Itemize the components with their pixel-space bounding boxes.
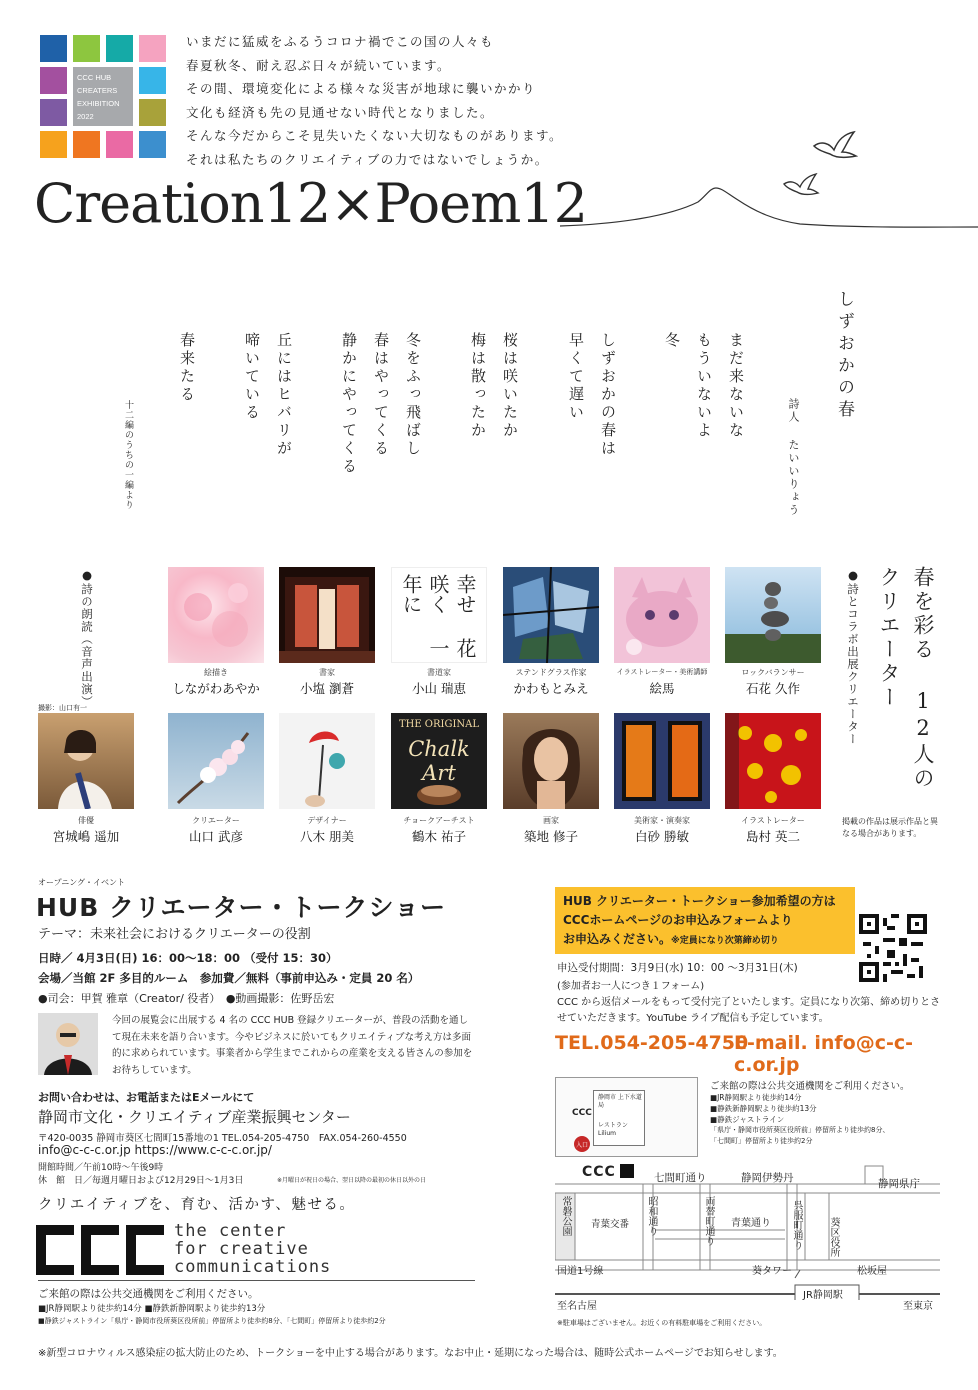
contact-closed-note: ※月曜日が祝日の場合、翌日以降の最初の休日以外の日 [277,1177,427,1184]
bird-icon [812,130,858,162]
logo-square [139,99,166,126]
poem-author: 詩人 たいいりょう [787,398,800,517]
event-staff: ●司会：甲賀 雅章（Creator/ 役者） ●動画撮影：佐野岳宏 [38,992,335,1005]
poem-line: 春はやってくる [372,332,390,458]
creator-name: 築地 修子 [524,829,578,844]
access-line: ■JR静岡駅より徒歩約14分 ■静鉄新静岡駅より徒歩約13分 [38,1304,266,1314]
creator-name: しながわあやか [172,681,260,696]
portrait-photo [38,713,134,809]
map-label: 常磐公園 [560,1196,571,1236]
divider [38,1280,475,1281]
logo-square [40,99,67,126]
artwork-thumbnail [168,567,264,663]
creator-name: 小塩 瀏蒼 [300,681,354,696]
logo-line: CREATERS [77,86,118,95]
mountain-line [560,180,978,230]
logo-line: 2022 [77,112,94,121]
artwork-thumbnail [279,567,375,663]
logo-square [139,131,166,158]
brand-name-line: the center [174,1221,287,1241]
logo-center-box [73,67,133,126]
creator-role: 絵描き [204,668,228,677]
creator-role: デザイナー [307,816,347,825]
creator-name: 山口 武彦 [189,829,243,844]
contact-closed: 休 館 日／毎週月曜日および12月29日〜1月3日 [38,1176,244,1186]
signup-tel[interactable]: TEL.054-205-4750 [555,1032,749,1054]
map-building-icon [620,1164,634,1178]
creator-role: 画家 [543,816,559,825]
creator-name: 鶴木 祐子 [412,829,466,844]
map-note-heading: ご来館の際は公共交通機関をご利用ください。 [710,1081,910,1092]
contact-hours: 開館時間／午前10時〜午後9時 [38,1163,164,1173]
intro-line: そんな今だからこそ見失いたくない大切なものがあります。 [186,128,564,143]
signup-note: ※定員になり次第締め切り [671,936,779,946]
map-label: 青葉通り [731,1218,771,1229]
creator-name: 島村 英二 [746,829,800,844]
access-heading: ご来館の際は公共交通機関をご利用ください。 [38,1288,259,1300]
poem-line: 春来たる [178,332,196,404]
poem-line: まだ来ないな [727,332,745,440]
artwork-thumbnail [279,713,375,809]
poem-note: 十二編のうちの一編より [123,400,133,510]
intro-line: その間、環境変化による様々な災害が地球に襲いかかり [186,81,537,96]
map-label: 至名古屋 [557,1301,597,1312]
creator-role: 美術家・演奏家 [634,816,690,825]
intro-line: いまだに猛威をふるうコロナ禍でこの国の人々も [186,34,495,49]
poem-title: しずおかの春 [834,290,854,422]
event-theme: テーマ：未来社会におけるクリエーターの役割 [38,927,311,942]
inset-ccc-label: CCC [572,1108,592,1118]
creator-name: 絵馬 [649,681,675,696]
creator-name: 白砂 勝敏 [635,829,689,844]
photo-credit: 撮影：山口有一 [38,704,87,712]
creator-role: 書家 [319,668,335,677]
map-label: 呉服町通り [791,1200,802,1250]
creator-role: クリエーター [192,816,240,825]
map-label: 両替町通り [703,1196,714,1246]
artwork-thumbnail [391,567,487,663]
inset-label: 静岡市 上下水道局 [598,1094,642,1109]
signup-line: お申込みください。 [563,932,672,946]
logo-square [73,131,100,158]
logo-square [106,35,133,62]
map-note: ■静鉄新静岡駅より徒歩約13分 [710,1104,817,1113]
ccc-logo [36,1225,166,1275]
map-label: 松坂屋 [857,1266,887,1277]
event-datetime: 日時／ 4月3日(日) 16：00〜18：00 （受付 15：30） [38,951,338,965]
map-note: ■静鉄ジャストライン [710,1115,785,1124]
host-photo [38,1013,98,1075]
map-label: 葵タワー [752,1266,792,1277]
logo-line: CCC HUB [77,73,112,82]
map-note: 「七間町」停留所より徒歩約2分 [710,1137,813,1145]
artwork-thumbnail [614,567,710,663]
signup-period-note: (参加者お一人につき１フォーム) [557,981,705,992]
poem-line: 冬をふっ飛ばし [404,332,422,458]
map-label: 国道1号線 [557,1266,604,1277]
artwork-thumbnail [725,567,821,663]
logo-square [73,35,100,62]
map-label: 青葉交番 [591,1219,630,1230]
disclaimer: 掲載の作品は展示作品と異なる場合があります。 [842,817,938,838]
map-label: JR静岡駅 [803,1290,843,1301]
creator-role: イラストレーター [741,816,805,825]
exhibition-logo [40,35,166,159]
poem-line: 冬 [663,332,681,350]
event-description: 今回の展覧会に出展する 4 名の CCC HUB 登録クリエーターが、普段の活動を通して現在未来を語り合います。今やビジネスに於いてもクリエイティブな考え方は多面的に求められています。事業者から学生までこれからの産業を支える皆さんの参加をお待ちしています。 [112,1015,473,1076]
creator-name: かわもとみえ [513,681,589,696]
poem-line: 梅は散ったか [469,332,487,440]
signup-banner [555,887,855,954]
map-label: 昭和通り [646,1196,657,1236]
brand-name-line: communications [174,1257,332,1277]
poem-line: 丘にはヒバリが [275,332,293,458]
signup-line: HUB クリエーター・トークショー参加希望の方は [563,894,836,908]
map-note: ■JR静岡駅より徒歩約14分 [710,1093,802,1102]
qr-code[interactable] [859,914,927,982]
intro-text [186,30,606,171]
artwork-thumbnail [614,713,710,809]
map-ccc-marker [582,1164,634,1180]
poem-line: もういないよ [695,332,713,440]
signup-line: CCCホームページのお申込みフォームより [563,913,793,927]
brand-name [174,1222,331,1276]
map-label: 七間町通り [654,1172,707,1184]
contact-web[interactable]: info@c-c-c.or.jp https://www.c-c-c.or.jp/ [38,1143,272,1157]
artwork-thumbnail [168,713,264,809]
reading-heading: ●詩の朗読（音声出演） [80,568,94,708]
event-venue: 会場／当館 2F 多目的ルーム 参加費／無料（事前申込み・定員 20 名） [38,971,420,985]
logo-square [139,67,166,94]
access-line: ■静鉄ジャストライン「県庁・静岡市役所葵区役所前」停留所より徒歩約8分、「七間町」停留所より徒歩約2分 [38,1317,386,1325]
artwork-thumbnail [725,713,821,809]
signup-period: 申込受付期間：3月9日(水) 10：00 〜3月31日(木) [557,962,798,974]
intro-line: それは私たちのクリエイティブの力ではないでしょうか。 [186,151,549,167]
chalk-art-text: Chalk Art [408,737,470,785]
creators-heading: 春を彩る 12人のクリエーター [877,566,935,791]
brand-name-line: for creative [174,1239,309,1259]
contact-address: 〒420-0035 静岡市葵区七間町15番地の1 TEL.054-205-4750 FAX.054-260-4550 [38,1133,407,1144]
map-notes [710,1078,950,1147]
poem-line: 早くて遅い [567,332,585,422]
creators-subheading: ●詩とコラボ出展クリエーター [846,568,860,746]
map-ccc-label: CCC [582,1164,616,1180]
creator-role: ステンドグラス作家 [515,668,587,677]
map-label: 静岡県庁 [878,1178,920,1190]
entrance-label: 入口 [576,1142,589,1149]
footer-note: ※新型コロナウィルス感染症の拡大防止のため、トークショーを中止する場合があります。なお中止・延期になった場合は、随時公式ホームページでお知らせします。 [38,1348,783,1359]
intro-line: 文化も経済も先の見通せない時代となりました。 [186,104,495,120]
event-kicker: オープニング・イベント [38,878,126,887]
logo-square [40,35,67,62]
creator-name: 小山 瑞恵 [412,681,466,696]
creator-role: 書道家 [427,668,451,677]
signup-body: CCC から返信メールをもって受付完了といたします。定員になり次第、締め切りとさせていただきます。YouTube ライブ配信も予定しています。 [557,997,941,1024]
logo-square [106,131,133,158]
creator-name: 宮城嶋 遥加 [52,829,120,844]
poem-line: 啼いている [243,332,261,422]
artwork-thumbnail [503,713,599,809]
intro-line: 春夏秋冬、耐え忍ぶ日々が続いています。 [186,57,452,73]
creator-role: イラストレーター・美術講師 [616,668,708,676]
parking-note: ※駐車場はございません。お近くの有料駐車場をご利用ください。 [557,1319,767,1327]
poem-line: しずおかの春は [599,332,617,458]
event-title: HUB クリエーター・トークショー [36,893,446,922]
creator-name: 八木 朋美 [300,829,354,844]
inset-label: レストラン Lilium [598,1122,628,1137]
artwork-thumbnail [391,713,487,809]
map-inset [555,1077,698,1157]
brand-tagline: クリエイティブを、育む、活かす、魅せる。 [38,1197,356,1213]
contact-org: 静岡市文化・クリエイティブ産業振興センター [38,1108,351,1126]
artwork-thumbnail [503,567,599,663]
poem-line: 静かにやってくる [340,332,358,476]
calligraphy-text: 幸せ 花咲く 一年に [399,574,477,658]
map-label: 静岡伊勢丹 [741,1172,794,1184]
creator-role: 俳優 [78,816,94,825]
logo-square [40,67,67,94]
signup-email[interactable]: E-mail. info@c-c-c.or.jp [734,1032,913,1076]
creator-name: 石花 久作 [746,681,800,696]
map-label: 至東京 [903,1301,933,1312]
chalk-art-text: THE ORIGINAL [398,719,480,730]
main-title: Creation12×Poem12 [34,172,588,235]
creator-role: チョークアーチスト [403,816,475,825]
logo-line: EXHIBITION [77,99,120,108]
logo-square [139,35,166,62]
map-note: 「県庁・静岡市役所葵区役所前」停留所より徒歩約8分、 [710,1126,890,1134]
logo-square [40,131,67,158]
contact-heading: お問い合わせは、お電話またはEメールにて [38,1091,255,1104]
map-label: 葵区役所 [828,1217,839,1257]
poem-line: 桜は咲いたか [501,332,519,440]
creator-role: ロックバランサー [741,668,805,677]
